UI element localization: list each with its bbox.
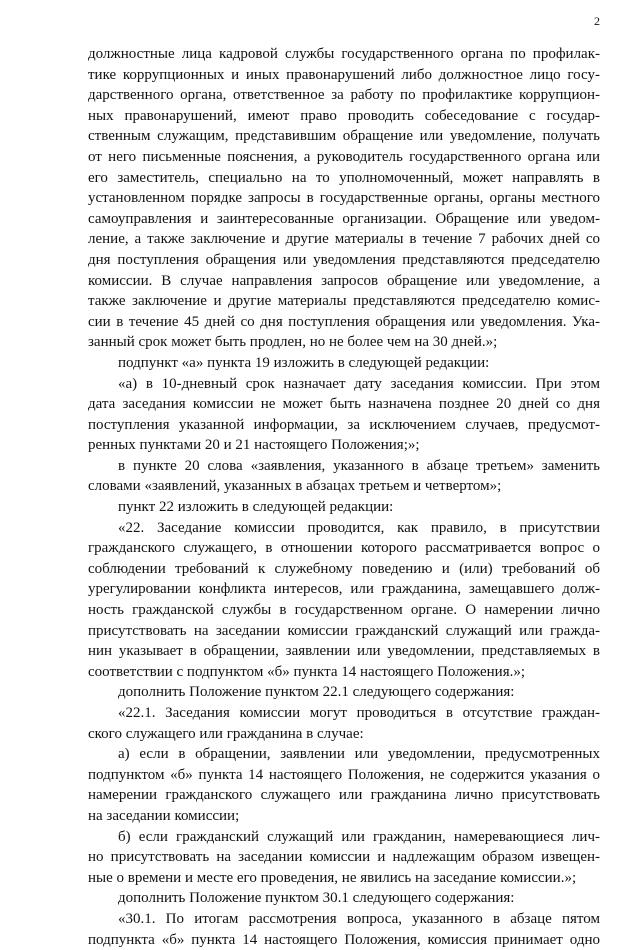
text-line: занный срок может быть продлен, но не более чем на 30 дней.»; [88, 334, 498, 351]
text-line: намерении гражданского служащего или гражданина лично присутствовать [88, 787, 600, 804]
text-line: дарственного органа, ответственное за работу по профилактике коррупцион- [88, 87, 600, 104]
text-line: подпункт «а» пункта 19 изложить в следующей редакции: [118, 354, 490, 371]
text-line: самоуправления и заинтересованные организации. Обращение или уведом- [88, 210, 600, 227]
text-line: его заместитель, специально на то уполномоченный, может направлять в [88, 169, 600, 186]
text-line: соответствии с подпунктом «б» пункта 14 настоящего Положения.»; [88, 663, 526, 680]
text-line: ского служащего или гражданина в случае: [88, 725, 364, 742]
text-line: установленном порядке запросы в государственные органы, органы местного [88, 190, 600, 207]
text-line: пункт 22 изложить в следующей редакции: [118, 499, 394, 516]
text-line: тике коррупционных и иных правонарушений либо должностное лицо госу- [88, 66, 600, 83]
text-line: на заседании комиссии; [88, 807, 240, 824]
text-line: подпунктом «б» пункта 14 настоящего Положения, не содержится указания о [88, 766, 600, 783]
text-line: должностные лица кадровой службы государственного органа по профилак- [88, 46, 600, 62]
text-line: «а) в 10-дневный срок назначает дату заседания комиссии. При этом [118, 375, 600, 392]
text-line: б) если гражданский служащий или гражданин, намеревающиеся лич- [118, 828, 600, 845]
text-line: также заключение и другие материалы представляются председателю комис- [88, 293, 600, 310]
text-line: нин указывает в обращении, заявлении или уведомлении, представляемых в [88, 643, 600, 660]
text-line: ренных пунктами 20 и 21 настоящего Положения;»; [88, 437, 420, 454]
text-line: дня поступления обращения или уведомления представляются председателю [88, 251, 600, 268]
text-line: но присутствовать на заседании комиссии и надлежащим образом извещен- [88, 849, 600, 866]
text-line: соблюдении требований к служебному поведению и (или) требований об [88, 560, 600, 577]
text-line: в пункте 20 слова «заявления, указанного в абзаце третьем» заменить [118, 457, 600, 474]
text-line: ность гражданской службы в государственном органе. О намерении лично [88, 602, 600, 619]
text-line: «22. Заседание комиссии проводится, как правило, в присутствии [118, 519, 600, 536]
text-line: урегулировании конфликта интересов, или гражданина, замещавшего долж- [88, 581, 600, 598]
text-line: ные о времени и месте его проведения, не явились на заседание комиссии.»; [88, 869, 577, 886]
text-line: комиссии. В случае направления запросов обращение или уведомление, а [88, 272, 600, 289]
text-line: ственным служащим, представившим обращение или уведомление, получать [88, 128, 600, 145]
text-line: дополнить Положение пунктом 22.1 следующего содержания: [118, 684, 515, 701]
text-line: ление, а также заключение и другие материалы в течение 7 рабочих дней со [88, 231, 600, 248]
text-line: «22.1. Заседания комиссии могут проводиться в отсутствие граждан- [118, 705, 600, 721]
text-line: дата заседания комиссии не может быть назначена позднее 20 дней со дня [88, 396, 600, 413]
text-line: словами «заявлений, указанных в абзацах третьем и четвертом»; [88, 478, 502, 495]
text-line: сии в течение 45 дней со дня поступления обращения или уведомления. Ука- [88, 313, 600, 330]
page-number: 2 [594, 14, 600, 28]
text-line: «30.1. По итогам рассмотрения вопроса, указанного в абзаце пятом [118, 910, 600, 927]
text-line: дополнить Положение пунктом 30.1 следующего содержания: [118, 890, 515, 907]
text-line: ных правонарушений, имеют право проводить собеседование с государ- [88, 107, 600, 124]
text-line: от него письменные пояснения, а руководитель государственного органа или [88, 148, 600, 165]
text-line: присутствовать на заседании комиссии гражданский служащий или гражда- [88, 622, 600, 639]
text-line: гражданского служащего, в отношении которого рассматривается вопрос о [88, 540, 600, 557]
document-body [88, 44, 600, 950]
text-line: подпункта «б» пункта 14 настоящего Положения, комиссия принимает одно [88, 931, 600, 948]
text-line: а) если в обращении, заявлении или уведомлении, предусмотренных [118, 746, 600, 763]
text-line: поступления указанной информации, за исключением случаев, предусмот- [88, 416, 600, 433]
